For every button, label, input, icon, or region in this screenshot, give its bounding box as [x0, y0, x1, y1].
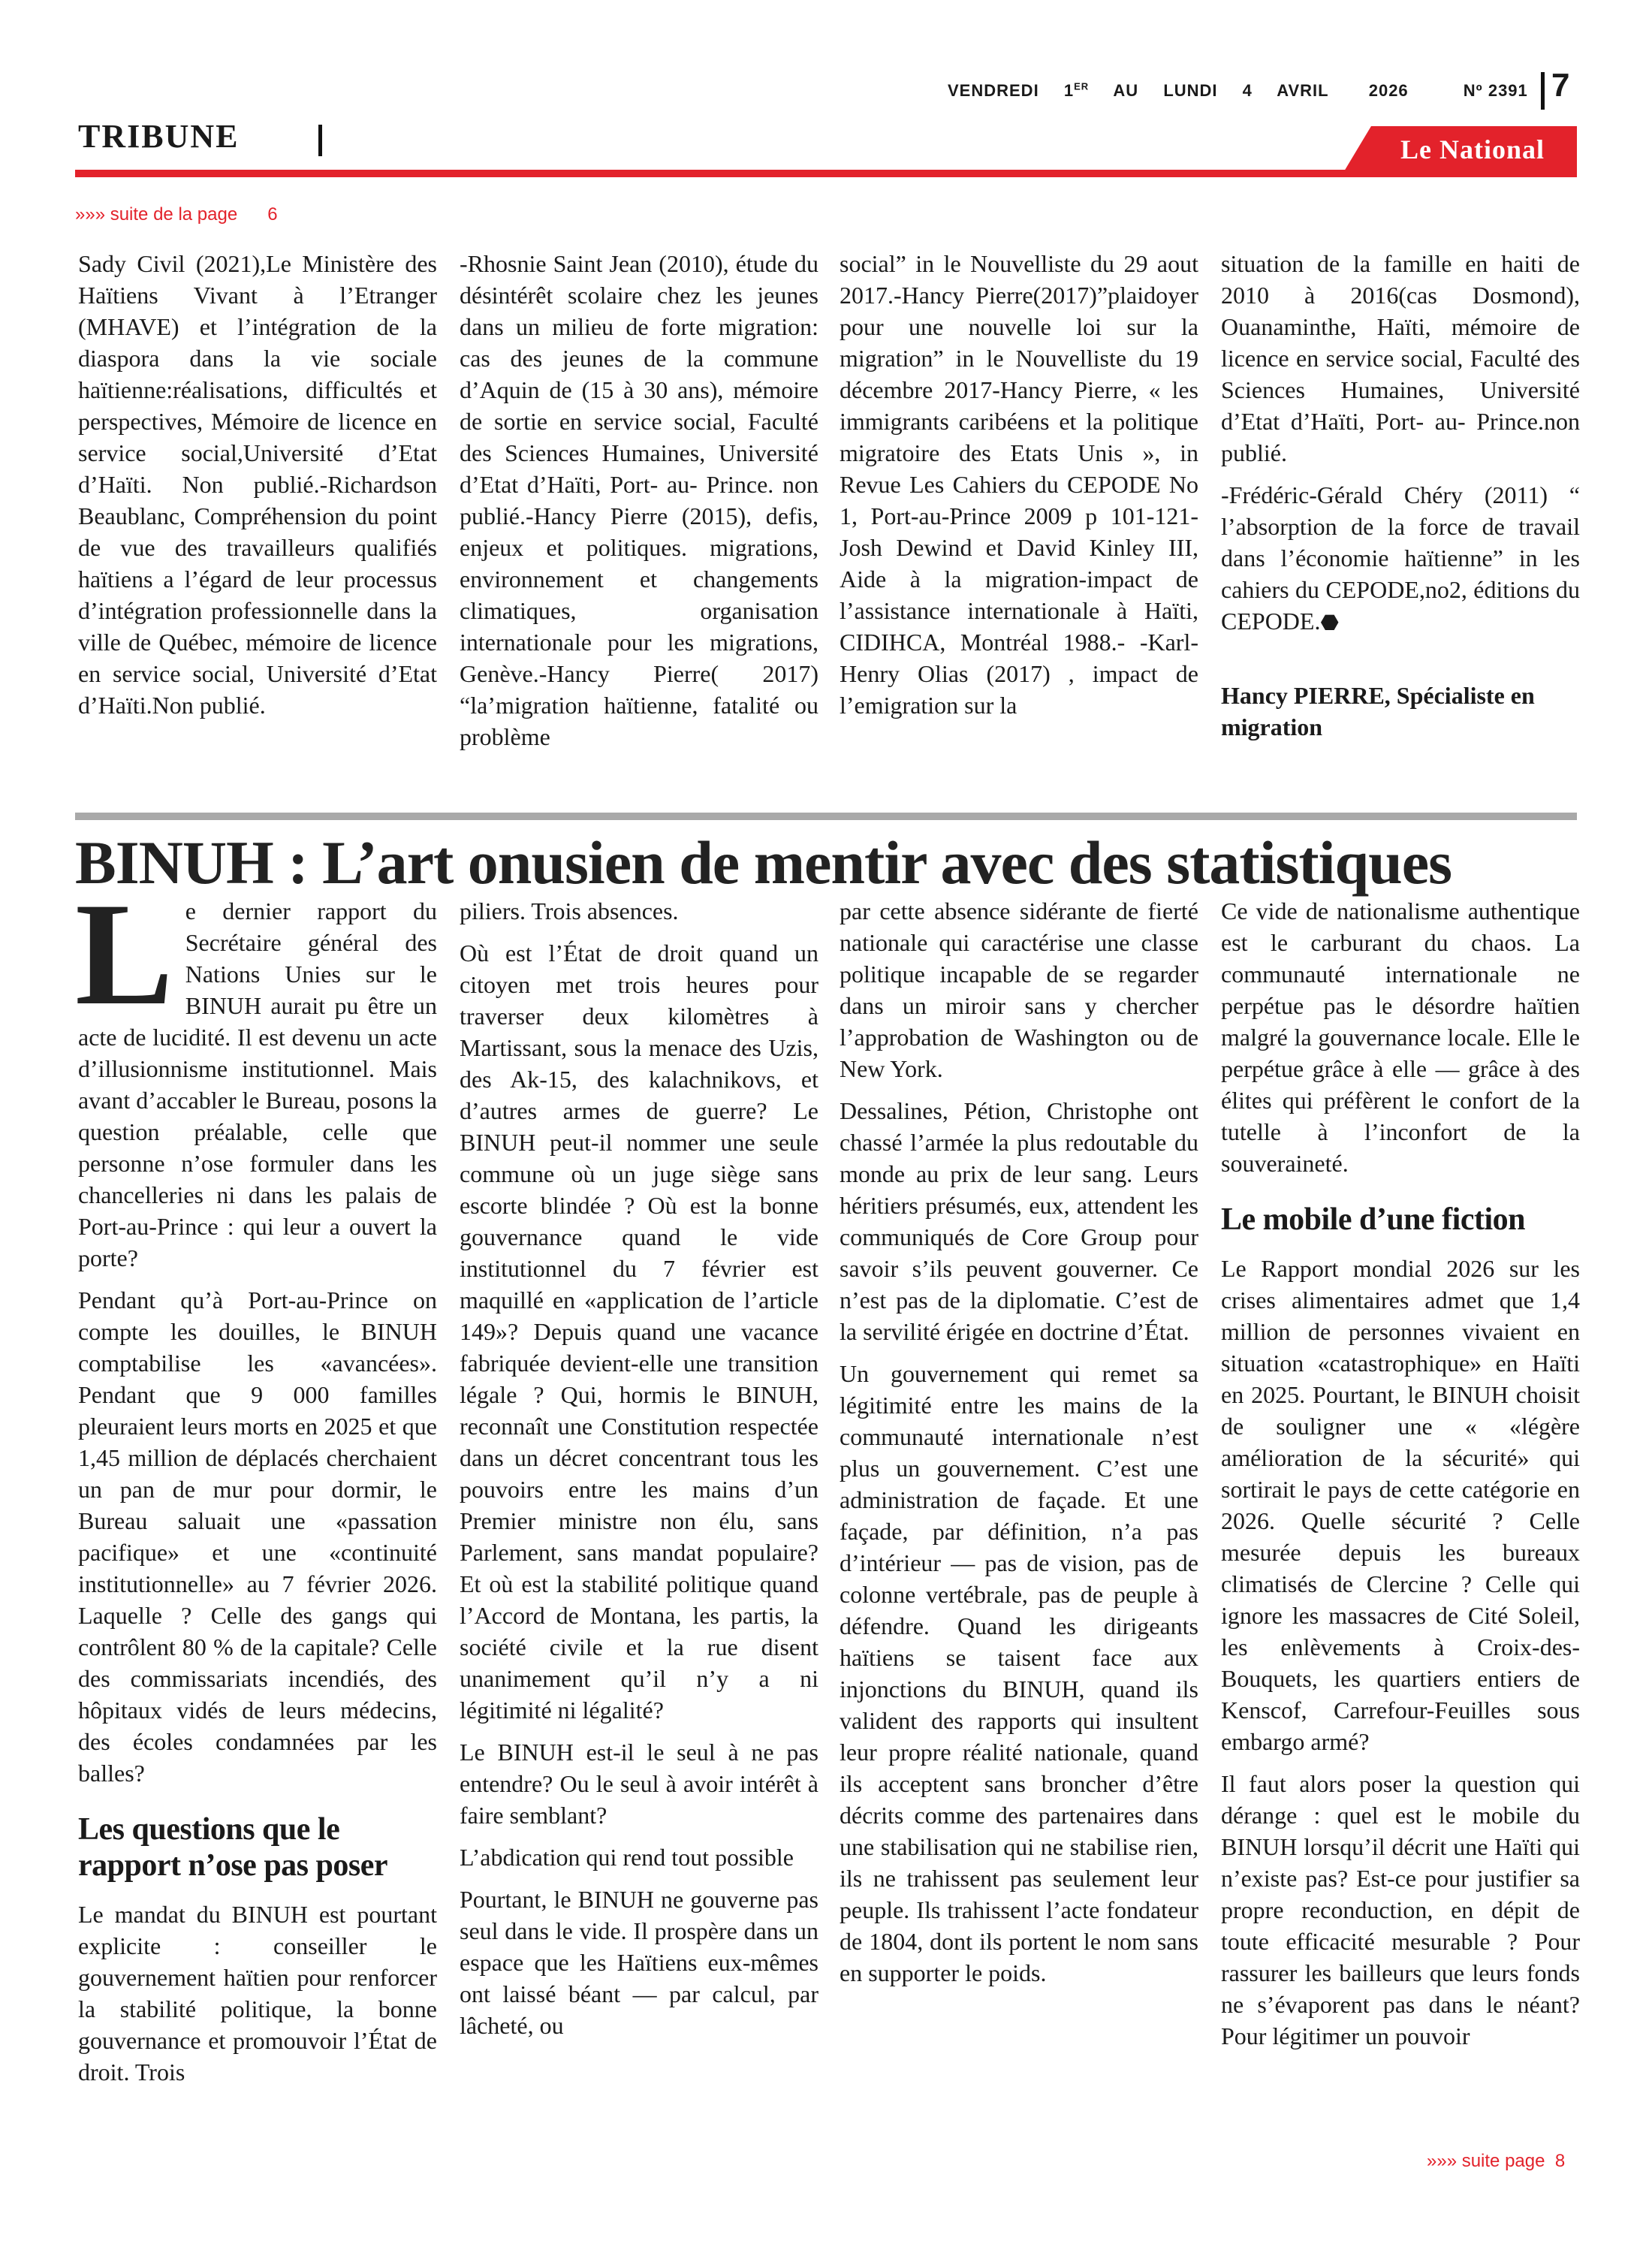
date-range-word: AU — [1113, 81, 1139, 101]
main-article-column-3 — [840, 895, 1198, 1999]
paragraph: Pendant qu’à Port-au-Prince on compte les douilles, le BINUH comptabilise les «avancées». Pendant que 9 000 familles pleuraient leurs morts en 2025 et que 1,45 million de déplacés cherchaient un pan de mur pour dormir, le Bureau saluait une «passation pacifique» et une «continuité institutionnelle» au 7 février 2026. Laquelle ? Celle des gangs qui contrôlent 80 % de la capitale? Celle des commissariats incendiés, des hôpitaux vidés de leurs médecins, des écoles condamnées par les balles? — [78, 1286, 437, 1787]
paragraph: Dessalines, Pétion, Christophe ont chassé l’armée la plus redoutable du monde au prix de leur sang. Leurs héritiers présumés, eux, attendent les communiqués de Core Group pour savoir s’ils peuvent gouverner. Ce n’est pas de la diplomatie. C’est de la servilité érigée en doctrine d’État. — [840, 1097, 1198, 1345]
issue-date-line — [948, 81, 1548, 101]
date-year: 2026 — [1368, 81, 1409, 101]
main-article-column-1 — [75, 873, 438, 2098]
article-divider — [75, 813, 1577, 820]
brand-name: Le National — [1400, 134, 1545, 164]
continued-from-label: »»» suite de la page — [75, 204, 238, 225]
top-article-column-1 — [78, 248, 437, 731]
top-article-column-2 — [460, 248, 818, 763]
section-title: TRIBUNE — [78, 118, 240, 155]
date-day-end: LUNDI — [1163, 81, 1218, 101]
paragraph: Ce vide de nationalisme authentique est le carburant du chaos. La communauté internationale ne perpétue pas le désordre haïtien malgré la gouvernance locale. Elle le perpétue grâce à elle — grâce à des élites qui préfèrent le confort de la tutelle à l’inconfort de la souveraineté. — [1221, 897, 1580, 1177]
drop-cap: L — [75, 873, 173, 1036]
paragraph: Un gouvernement qui remet sa légitimité entre les mains de la communauté internationale n’est plus un gouvernement. C’est une administration de façade. Et une façade, par définition, n’a pas d’intérieur — pas de vision, pas de colonne vertébrale, pas de peuple à défendre. Quand les dirigeants haïtiens se taisent face aux injonctions du BINUH, quand ils valident des rapports qui insultent leur propre réalité nationale, quand ils acceptent sans broncher d’être décrits comme des partenaires dans une stabilisation qui ne stabilise rien, ils ne trahissent pas seulement leur peuple. Ils trahissent l’acte fondateur de 1804, dont ils portent le nom sans en supporter le poids. — [840, 1360, 1198, 1986]
paragraph: Où est l’État de droit quand un citoyen met trois heures pour traverser deux kilomètres à Martissant, sous la menace des Uzis, des Ak-15, des kalachnikovs, et d’autres armes de guerre? Le BINUH peut-il nommer une seule commune où un juge siège sans escorte blindée ? Où est la bonne gouvernance quand le vide institutionnel du 7 février est maquillé en «application de l’article 149»? Depuis quand une vacance fabriquée devient-elle une transition légale ? Qui, hormis le BINUH, reconnaît une Constitution respectée dans un décret concentrant tous les pouvoirs entre les mains d’un Premier ministre non élu, sans Parlement, sans mandat populaire? Et où est la stabilité politique quand l’Accord de Montana, les partis, la société civile et la rue disent unanimement qu’il n’y a ni légitimité ni légalité? — [460, 940, 818, 1724]
date-month: AVRIL — [1277, 81, 1329, 101]
top-article-column-4 — [1221, 248, 1580, 753]
page-number: 7 — [1551, 67, 1570, 104]
date-suffix: ER — [1074, 81, 1090, 92]
paragraph: L’abdication qui rend tout possible — [460, 1844, 794, 1871]
paragraph-text: -Frédéric-Gérald Chéry (2011) “ l’absorption de la force de travail dans l’économie haïtienne” in les cahiers du CEPODE,no2, éditions du CEPODE. — [1221, 481, 1580, 635]
paragraph: Le BINUH est-il le seul à ne pas entendre? Ou le seul à avoir intérêt à faire semblant? — [460, 1739, 818, 1829]
section-divider — [318, 125, 322, 156]
continued-from-page: 6 — [267, 204, 278, 225]
paragraph: situation de la famille en haiti de 2010 à 2016(cas Dosmond), Ouanaminthe, Haïti, mémoire de licence en service social, Faculté des Sciences Humaines, Université d’Etat d’Haïti, Port- au- Prince.non publié. — [1221, 250, 1580, 466]
paragraph: Le Rapport mondial 2026 sur les crises alimentaires admet que 1,4 million de personnes vivaient en situation «catastrophique» en Haïti en 2025. Pourtant, le BINUH choisit de souligner une « «légère amélioration de la sécurité» qui sortirait le pays de cette catégorie en 2026. Quelle sécurité ? Celle mesurée depuis les bureaux climatisés de Clercine ? Celle qui ignore les massacres de Cité Soleil, les enlèvements à Croix-des-Bouquets, les quartiers entiers de Kenscof, Carrefour-Feuilles sous embargo armé? — [1221, 1255, 1580, 1755]
paragraph: social” in le Nouvelliste du 29 aout 2017.-Hancy Pierre(2017)”plaidoyer pour une nouvelle loi sur la migration” in le Nouvelliste du 19 décembre 2017-Hancy Pierre, « les immigrants caribéens et la politique migratoire des Etats Unis », in Revue Les Cahiers du CEPODE No 1, Port-au-Prince 2009 p 101-121- Josh Dewind et David Kinley III, Aide à la migration-impact de l’assistance internationale à Haïti, CIDIHCA, Montréal 1988.- -Karl-Henry Olias (2017) , impact de l’emigration sur la — [840, 250, 1198, 719]
continued-to-page: 8 — [1554, 2151, 1566, 2171]
paragraph: par cette absence sidérante de fierté nationale qui caractérise une classe politique incapable de se regarder dans un miroir sans y chercher l’approbation de Washington ou de New York. — [840, 897, 1198, 1082]
date-day-start: VENDREDI — [948, 81, 1039, 101]
paragraph: -Rhosnie Saint Jean (2010), étude du désintérêt scolaire chez les jeunes dans un milieu de forte migration: cas des jeunes de la commune d’Aquin de (15 à 30 ans), mémoire de sortie en service social, Faculté des Sciences Humaines, Université d’Etat d’Haïti, Port- au- Prince. non publié.-Hancy Pierre (2015), defis, enjeux et politiques. migrations, environnement et changements climatiques, organisation internationale pour les migrations, Genève.-Hancy Pierre( 2017) “la’migration haïtienne, fatalité ou problème — [460, 250, 818, 750]
subheading: Le mobile d’une fiction — [1221, 1202, 1525, 1237]
article-headline: BINUH : L’art onusien de mentir avec des statistiques — [75, 828, 1452, 897]
paragraph: Il faut alors poser la question qui dérange : quel est le mobile du BINUH lorsqu’il décrit une Haïti qui n’existe pas? Est-ce pour justifier sa propre reconduction, en dépit de toute efficacité mesurable ? Pour rassurer les bailleurs que leurs fonds ne s’évaporent pas dans le néant? Pour légitimer un pouvoir — [1221, 1770, 1580, 2049]
subheading: Les questions que le rapport n’ose pas poser — [78, 1812, 388, 1883]
date-num-end: 4 — [1242, 81, 1253, 101]
end-of-article-mark: ⬣ — [1320, 611, 1339, 635]
continued-to-label: »»» suite page — [1427, 2151, 1545, 2171]
paragraph: Pourtant, le BINUH ne gouverne pas seul dans le vide. Il prospère dans un espace que les Haïtiens eux-mêmes ont laissé béant — par calcul, par lâcheté, ou — [460, 1886, 818, 2039]
author-signature: Hancy PIERRE, Spécialiste en migration — [1221, 682, 1535, 740]
paragraph: Sady Civil (2021),Le Ministère des Haïtiens Vivant à l’Etranger (MHAVE) et l’intégration de la diaspora dans la vie sociale haïtienne:réalisations, difficultés et perspectives, Mémoire de licence en service social,Université d’Etat d’Haïti. Non publié.-Richardson Beaublanc, Compréhension du point de vue des travailleurs qualifiés haïtiens a l’égard de leur processus d’intégration professionnelle dans la ville de Québec, mémoire de licence en service social, Université d’Etat d’Haïti.Non publié. — [78, 250, 437, 719]
main-article-column-2 — [460, 895, 818, 2052]
paragraph: piliers. Trois absences. — [460, 897, 679, 924]
date-num-start: 1 — [1063, 81, 1075, 101]
main-article-column-4 — [1221, 895, 1580, 2062]
header-red-rule — [75, 170, 1577, 177]
issue-number: Nº 2391 — [1463, 81, 1528, 101]
paragraph — [75, 873, 438, 1274]
paragraph: Le mandat du BINUH est pourtant explicite : conseiller le gouvernement haïtien pour renforcer la stabilité politique, la bonne gouvernance et promouvoir l’État de droit. Trois — [78, 1901, 437, 2086]
continued-to-note — [1427, 2151, 1565, 2172]
page-number-divider — [1541, 72, 1545, 110]
continued-from-note — [75, 204, 278, 225]
paragraph — [1221, 479, 1580, 639]
top-article-column-3 — [840, 248, 1198, 731]
paragraph-text: e dernier rapport du Secrétaire général des Nations Unies sur le BINUH aurait pu être un acte de lucidité. Il est devenu un acte d’illusionnisme institutionnel. Mais avant d’accabler le Bureau, posons la question préalable, celle que personne n’ose formuler dans les chancelleries ni dans les palais de Port-au-Prince : qui leur a ouvert la porte? — [78, 897, 438, 1271]
